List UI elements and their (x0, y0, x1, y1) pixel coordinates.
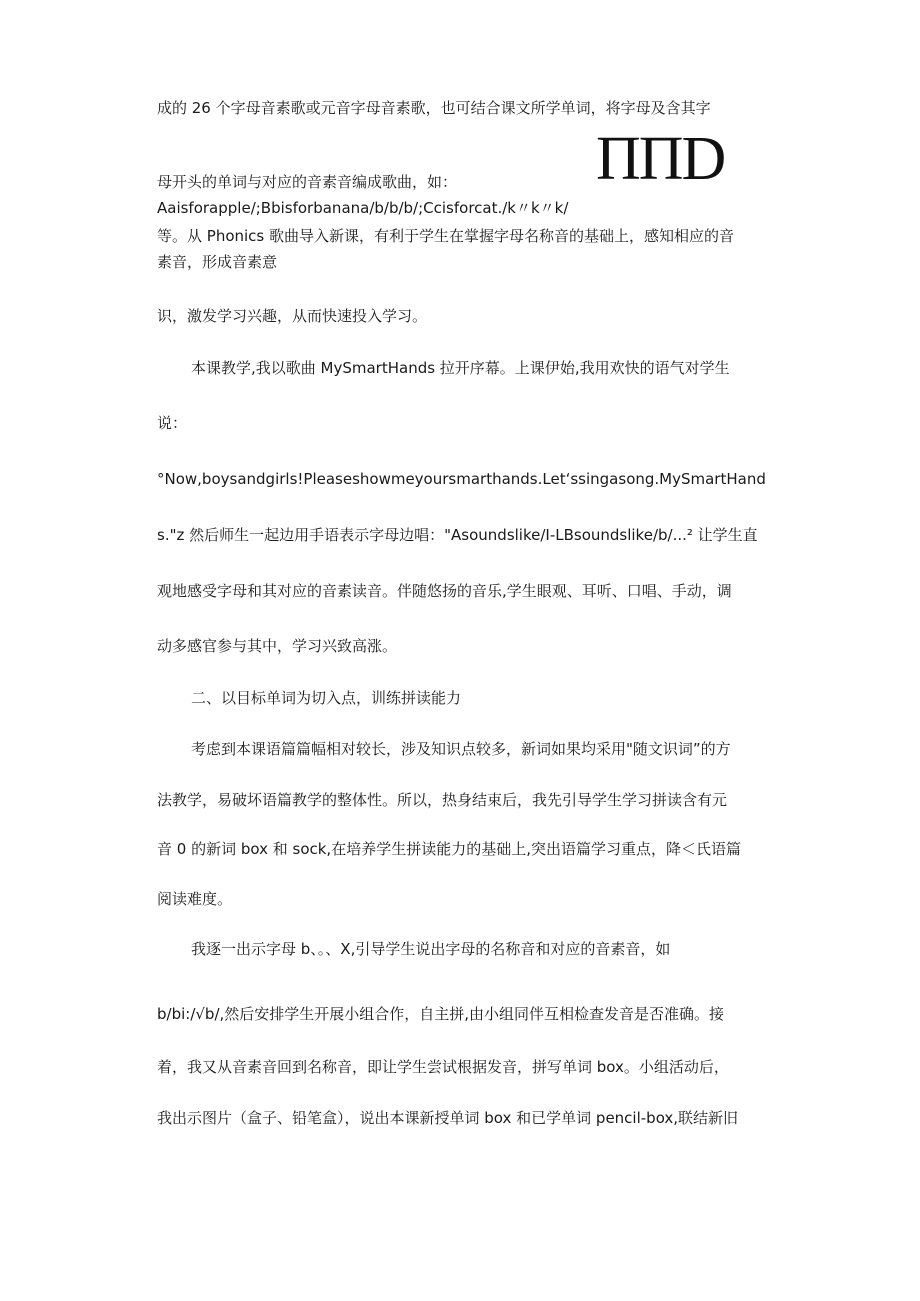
section-heading: 二、以目标单词为切入点，训练拼读能力 (191, 689, 462, 707)
stamp-mark: ΠΠD (596, 125, 725, 193)
paragraph-first-line: 本课教学,我以歌曲 MySmartHands 拉开序幕。上课伊始,我用欢快的语气对学生 (191, 359, 730, 377)
text-line: 着，我又从音素音回到名称音，即让学生尝试根据发音，拼写单词 box。小组活动后， (157, 1058, 729, 1076)
text-line: s."z 然后师生一起边用手语表示字母边唱："Asoundslike/I-LBsoundslike/b/...² 让学生直 (157, 526, 758, 544)
text-line: 阅读难度。 (157, 890, 233, 908)
text-line: 说： (157, 414, 188, 432)
text-line: 我出示图片（盒子、铅笔盒），说出本课新授单词 box 和已学单词 pencil-box,联结新旧 (157, 1109, 739, 1127)
text-line: °Now,boysandgirls!Pleaseshowmeyoursmarthands.Let‘ssingasong.MySmartHand (157, 470, 766, 488)
text-line: Aaisforapple/;Bbisforbanana/b/b/b/;Ccisforcat./k〃k〃k/ (157, 199, 569, 217)
text-line: 法教学，易破坏语篇教学的整体性。所以，热身结束后，我先引导学生学习拼读含有元 (157, 791, 728, 809)
paragraph-first-line: 考虑到本课语篇篇幅相对较长，涉及知识点较多，新词如果均采用"随文识词”的方 (191, 740, 731, 758)
text-line: 动多感官参与其中，学习兴致高涨。 (157, 637, 398, 655)
text-line: 观地感受字母和其对应的音素读音。伴随悠扬的音乐,学生眼观、耳听、口唱、手动，调 (157, 582, 732, 600)
paragraph-first-line: 我逐一出示字母 b、。、X,引导学生说出字母的名称音和对应的音素音，如 (191, 940, 671, 958)
text-line: 母开头的单词与对应的音素音编成歌曲，如： (157, 173, 458, 191)
text-line: b/bi:/√b/,然后安排学生开展小组合作，自主拼,由小组同伴互相检查发音是否准确。接 (157, 1005, 725, 1023)
text-line: 音 0 的新词 box 和 sock,在培养学生拼读能力的基础上,突出语篇学习重点，降＜氏语篇 (157, 840, 741, 858)
text-line: 素音，形成音素意 (157, 253, 278, 271)
text-line: 等。从 Phonics 歌曲导入新课，有利于学生在掌握字母名称音的基础上，感知相应的音 (157, 227, 735, 245)
text-line: 成的 26 个字母音素歌或元音字母音素歌，也可结合课文所学单词，将字母及含其字 (157, 99, 711, 117)
text-line: 识，激发学习兴趣，从而快速投入学习。 (157, 307, 428, 325)
